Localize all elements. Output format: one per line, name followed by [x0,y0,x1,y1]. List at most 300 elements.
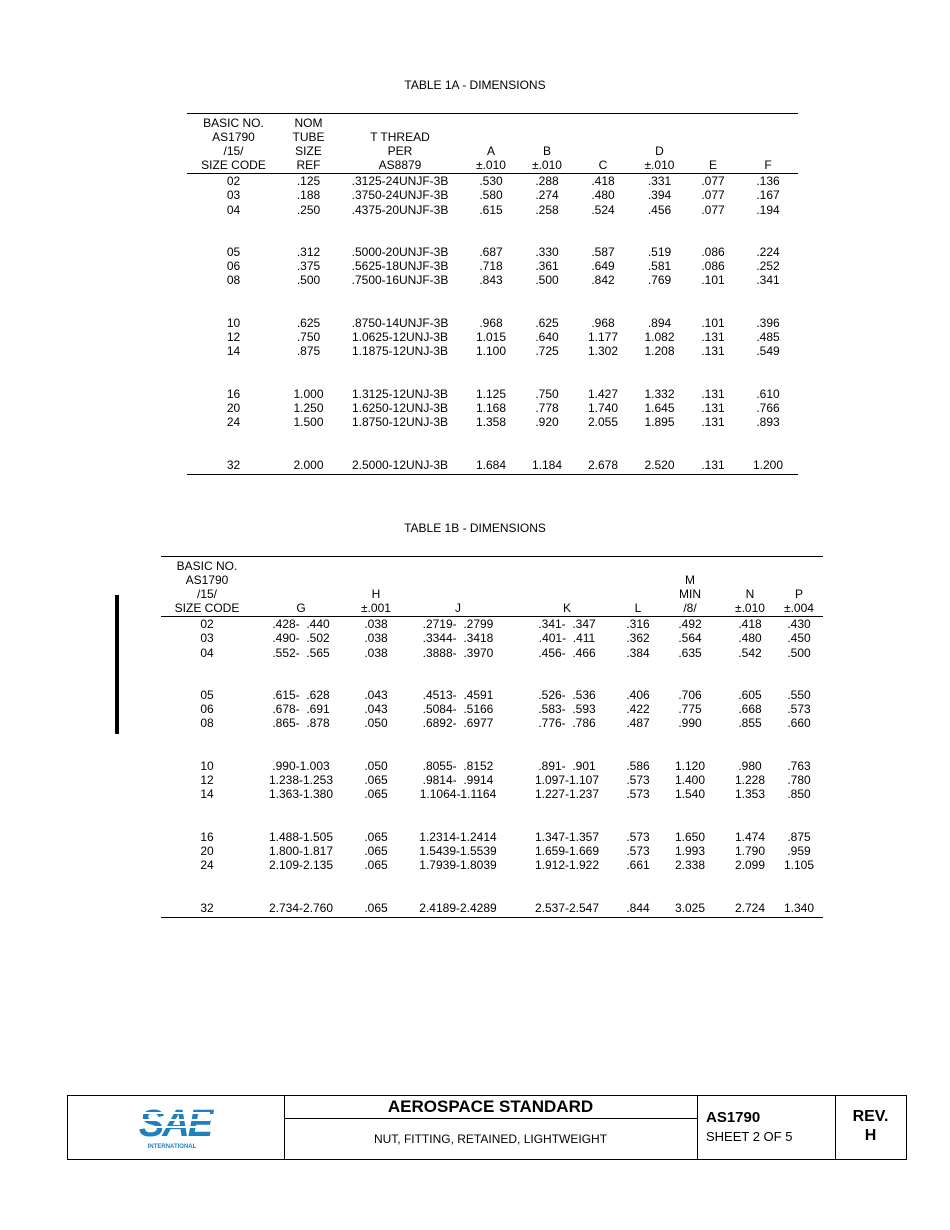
table-cell: .194 [756,202,780,217]
svg-text:INTERNATIONAL: INTERNATIONAL [147,1144,197,1150]
table-cell: 2.099 [734,858,766,873]
table-cell: 1.000 [293,386,324,401]
table-cell: .224 [756,244,780,259]
header-a: A ±.010 [463,114,519,174]
table-cell: .687 [479,244,503,259]
table-cell: .4513- .4591 [422,687,494,702]
table-cell: .288 [535,174,559,188]
table-cell: 1.895 [644,415,675,430]
table-cell: 1.177 [587,330,619,345]
header-k: K [513,557,621,617]
table-cell: .519 [647,244,672,259]
table-cell: .980 [738,758,762,773]
table-cell: 14 [226,344,241,359]
table-cell: .341- .347 [538,617,596,631]
table-cell: .086 [701,244,725,259]
table-cell: .776- .786 [538,716,596,731]
table-cell: .9814- .9914 [422,773,494,788]
table-cell: .065 [364,843,388,858]
table-cell: .875 [787,829,811,844]
revision-value: H [864,1127,877,1144]
table-cell: 1.488-1.505 [268,829,334,844]
table-cell: 2.5000-12UNJ-3B [337,458,463,475]
table-cell: 08 [226,273,241,288]
table-cell: 2.678 [575,458,631,475]
table-cell: .586 [626,758,650,773]
table-cell: .750 [296,330,321,345]
table-cell: .524 [591,202,615,217]
table-cell: .615 [479,202,503,217]
header-g: G [253,557,349,617]
table-cell: .769 [647,273,672,288]
table-cell: .564 [678,631,702,646]
table-cell: 24 [226,415,241,430]
table-cell: 1.2314-1.2414 [419,829,497,844]
table-cell: .396 [756,315,780,330]
table-cell: .065 [364,858,388,873]
table-cell: .250 [296,202,321,217]
table-cell: 02 [226,174,241,188]
table-cell: 2.734-2.760 [253,901,349,918]
table-cell: 2.4189-2.4289 [403,901,513,918]
table-cell: .406 [626,687,650,702]
table-1a [187,113,798,475]
table-cell: 16 [200,829,214,844]
table-cell: .131 [701,400,725,415]
table-cell: .775 [678,702,702,717]
title-block [67,1095,907,1160]
table-cell: .766 [756,400,780,415]
table-cell: 1.650 [674,829,706,844]
table-row [187,259,798,273]
table-cell: .065 [364,829,388,844]
table-cell: .125 [296,174,321,188]
table-cell: 1.015 [475,330,507,345]
table-cell: 1.340 [775,901,823,918]
table-cell: 1.684 [463,458,519,475]
table-cell: .706 [678,687,702,702]
table-cell: .043 [364,702,388,717]
table-cell: 03 [200,631,214,646]
table-cell: .894 [647,315,672,330]
table-cell: 1.659-1.669 [534,843,600,858]
table-cell: .990 [678,716,702,731]
table-cell: .131 [701,344,725,359]
table-cell: 05 [226,244,241,259]
table-cell: 1.332 [644,386,675,401]
table-cell: .050 [364,758,388,773]
table-cell: 1.400 [674,773,706,788]
table-row [161,702,823,716]
table-cell: 2.724 [725,901,775,918]
document-cell [697,1096,836,1159]
table-row [187,245,798,259]
header-e: E [688,114,738,174]
group-spacer [161,731,823,759]
table-cell: .725 [535,344,559,359]
table-cell: .875 [296,344,321,359]
table-cell: 1.227-1.237 [534,787,600,802]
table-cell: .780 [787,773,811,788]
table-row [161,617,823,632]
table-cell: 1.302 [587,344,619,359]
table-cell: 24 [200,858,214,873]
header-c: C [575,114,631,174]
table-cell: .450 [787,631,811,646]
group-spacer [161,802,823,830]
table-cell: 1.0625-12UNJ-3B [351,330,449,345]
table-cell: .480 [591,188,615,203]
table-cell: .418 [738,617,762,631]
table-cell: .844 [621,901,655,918]
table-cell: .583- .593 [538,702,596,717]
table-cell: .625 [296,315,321,330]
table-row [187,316,798,330]
table-cell: .610 [756,386,780,401]
table-cell: 1.363-1.380 [268,787,334,802]
table-cell: .573 [626,787,650,802]
table-row [187,401,798,415]
header-t-thread: T THREAD PER AS8879 [337,114,463,174]
table-cell: 32 [161,901,253,918]
table-cell: .252 [756,259,780,274]
group-spacer [187,430,798,458]
table-cell: .456- .466 [538,645,596,660]
table-cell: 1.8750-12UNJ-3B [351,415,449,430]
sheet-number: SHEET 2 OF 5 [706,1129,793,1144]
table-cell: .188 [296,188,321,203]
table-cell: 2.055 [587,415,619,430]
table-cell: 1.100 [475,344,507,359]
table-row [161,688,823,702]
table-cell: .4375-20UNJF-3B [351,202,449,217]
table-cell: .167 [756,188,780,203]
table-cell: .131 [701,330,725,345]
table-cell: .330 [535,244,559,259]
svg-text:SAE: SAE [138,1103,212,1145]
table-cell: .131 [688,458,738,475]
table-row [187,273,798,287]
table-cell: .3888- .3970 [422,645,494,660]
table-cell: .492 [678,617,702,631]
table-cell: 1.353 [734,787,766,802]
revision-cell [835,1096,906,1159]
sae-logo-cell [68,1096,285,1159]
table-cell: 3.025 [655,901,725,918]
header-n: N ±.010 [725,557,775,617]
table-cell: .920 [535,415,559,430]
table-cell: .8750-14UNJF-3B [351,315,449,330]
table-cell: 12 [226,330,241,345]
table-cell: .101 [701,315,725,330]
table-cell: 1.1064-1.1164 [419,787,497,802]
table-cell: .865- .878 [272,716,330,731]
header-p: P ±.004 [775,557,823,617]
table-cell: 1.082 [644,330,675,345]
table-cell: .065 [364,773,388,788]
table-cell: 1.3125-12UNJ-3B [351,386,449,401]
table-cell: .131 [701,386,725,401]
table-cell: 1.740 [587,400,619,415]
table-cell: 1.500 [293,415,324,430]
document-number: AS1790 [706,1109,761,1126]
table-cell: .750 [535,386,559,401]
table-cell: 1.800-1.817 [268,843,334,858]
table-cell: .131 [701,415,725,430]
table-row [161,773,823,787]
table-cell: .050 [364,716,388,731]
table-1a-title: TABLE 1A - DIMENSIONS [404,78,546,92]
table-cell: .258 [535,202,559,217]
header-basic-no: BASIC NO. AS1790 /15/ SIZE CODE [161,557,253,617]
table-cell: 1.200 [738,458,798,475]
table-cell: .573 [787,702,811,717]
table-cell: .375 [296,259,321,274]
table-cell: .136 [756,174,780,188]
header-d: D ±.010 [631,114,688,174]
table-cell: 20 [200,843,214,858]
table-cell: 08 [200,716,214,731]
table-cell: .485 [756,330,780,345]
table-cell: .530 [479,174,503,188]
table-cell: 32 [187,458,280,475]
table-cell: 1.6250-12UNJ-3B [351,400,449,415]
table-row [187,330,798,344]
table-cell: 1.7939-1.8039 [419,858,497,873]
sae-logo-icon [68,1096,284,1159]
table-cell: .043 [364,687,388,702]
table-cell: .8055- .8152 [422,758,494,773]
table-cell: 03 [226,188,241,203]
table-cell: .573 [626,843,650,858]
title-cell [284,1096,698,1159]
table-cell: .990-1.003 [272,758,330,773]
table-cell: .3344- .3418 [422,631,494,646]
table-cell: .635 [678,645,702,660]
table-cell: 2.537-2.547 [513,901,621,918]
table-1b [161,556,823,918]
table-cell: 1.184 [519,458,575,475]
table-cell: .428- .440 [272,617,330,631]
table-cell: .500 [787,645,811,660]
table-cell: 1.790 [734,843,766,858]
table-cell: 1.427 [587,386,619,401]
table-cell: .077 [701,188,725,203]
table-row [161,830,823,844]
table-cell: 1.250 [293,400,324,415]
table-cell: .065 [364,787,388,802]
table-row [161,901,823,918]
table-cell: 1.474 [734,829,766,844]
table-cell: .968 [591,315,615,330]
table-row [161,759,823,773]
table-cell: .065 [349,901,403,918]
table-cell: .763 [787,758,811,773]
table-cell: 10 [200,758,214,773]
table-cell: .456 [647,202,672,217]
table-cell: .660 [787,716,811,731]
table-cell: .605 [738,687,762,702]
table-cell: .842 [591,273,615,288]
table-cell: 1.168 [475,400,507,415]
table-row [161,716,823,730]
table-cell: .422 [626,702,650,717]
table-cell: .668 [738,702,762,717]
table-row [187,458,798,475]
table-cell: .526- .536 [538,687,596,702]
table-cell: 1.912-1.922 [534,858,600,873]
table-cell: .361 [535,259,559,274]
table-cell: .855 [738,716,762,731]
table-cell: .487 [626,716,650,731]
table-cell: .341 [756,273,780,288]
table-cell: .661 [626,858,650,873]
table-cell: 1.540 [674,787,706,802]
table-row [187,203,798,217]
table-cell: .968 [479,315,503,330]
table-cell: 1.238-1.253 [268,773,334,788]
table-cell: .480 [738,631,762,646]
table-cell: .394 [647,188,672,203]
table-cell: 16 [226,386,241,401]
table-cell: 1.5439-1.5539 [419,843,497,858]
table-cell: 1.125 [475,386,507,401]
header-basic-no: BASIC NO. AS1790 /15/ SIZE CODE [187,114,280,174]
table-cell: .3750-24UNJF-3B [351,188,449,203]
table-cell: 04 [226,202,241,217]
table-cell: .6892- .6977 [422,716,494,731]
table-cell: 1.347-1.357 [534,829,600,844]
table-cell: 1.228 [734,773,766,788]
table-cell: .580 [479,188,503,203]
header-nom-tube-size: NOM TUBE SIZE REF [280,114,337,174]
table-cell: .418 [591,174,615,188]
standard-type: AEROSPACE STANDARD [284,1096,697,1119]
header-b: B ±.010 [519,114,575,174]
table-cell: .086 [701,259,725,274]
table-cell: 1.645 [644,400,675,415]
table-cell: 12 [200,773,214,788]
table-cell: .500 [296,273,321,288]
table-cell: 02 [200,617,214,631]
header-m: M MIN /8/ [655,557,725,617]
table-cell: .550 [787,687,811,702]
group-spacer [187,359,798,387]
table-cell: .549 [756,344,780,359]
table-cell: .077 [701,174,725,188]
table-cell: 1.105 [783,858,815,873]
group-spacer [161,873,823,901]
table-cell: .2719- .2799 [422,617,494,631]
table-cell: .038 [364,631,388,646]
table-row [161,787,823,801]
table-cell: 2.000 [280,458,337,475]
table-cell: .5625-18UNJF-3B [351,259,449,274]
table-cell: 2.109-2.135 [268,858,334,873]
table-cell: .649 [591,259,615,274]
table-cell: 1.208 [644,344,675,359]
table-cell: 05 [200,687,214,702]
table-cell: .552- .565 [272,645,330,660]
table-cell: .5000-20UNJF-3B [351,244,449,259]
table-cell: .274 [535,188,559,203]
table-row [187,344,798,358]
table-cell: .362 [626,631,650,646]
group-spacer [187,217,798,245]
table-cell: 20 [226,400,241,415]
table-cell: 06 [200,702,214,717]
table-cell: .640 [535,330,559,345]
header-f: F [738,114,798,174]
table-row [187,188,798,202]
table-cell: .038 [364,617,388,631]
table-cell: .384 [626,645,650,660]
table-cell: .331 [647,174,672,188]
group-spacer [161,660,823,688]
table-row [161,631,823,645]
table-cell: .843 [479,273,503,288]
table-cell: .430 [787,617,811,631]
table-cell: .573 [626,773,650,788]
table-cell: 1.097-1.107 [534,773,600,788]
table-cell: .893 [756,415,780,430]
table-cell: 14 [200,787,214,802]
table-cell: .5084- .5166 [422,702,494,717]
group-spacer [187,288,798,316]
header-h: H ±.001 [349,557,403,617]
table-cell: .581 [647,259,672,274]
table-cell: 10 [226,315,241,330]
table-cell: .7500-16UNJF-3B [351,273,449,288]
header-l: L [621,557,655,617]
table-cell: .615- .628 [272,687,330,702]
table-cell: 2.520 [631,458,688,475]
table-cell: 06 [226,259,241,274]
table-cell: 1.1875-12UNJ-3B [351,344,449,359]
table-cell: .678- .691 [272,702,330,717]
table-row [187,387,798,401]
table-cell: .718 [479,259,503,274]
table-cell: 1.358 [475,415,507,430]
table-cell: .401- .411 [538,631,596,646]
table-row [161,844,823,858]
table-row [161,646,823,660]
table-cell: .573 [626,829,650,844]
table-cell: .891- .901 [538,758,596,773]
table-cell: 1.120 [674,758,706,773]
table-cell: .316 [626,617,650,631]
part-description: NUT, FITTING, RETAINED, LIGHTWEIGHT [373,1132,608,1146]
table-cell: .778 [535,400,559,415]
table-cell: .587 [591,244,615,259]
table-cell: .542 [738,645,762,660]
header-j: J [403,557,513,617]
table-cell: .101 [701,273,725,288]
table-row [187,415,798,429]
table-cell: 1.993 [674,843,706,858]
table-cell: .959 [787,843,811,858]
table-cell: .077 [701,202,725,217]
table-cell: .3125-24UNJF-3B [351,174,449,188]
table-cell: 04 [200,645,214,660]
table-cell: 2.338 [674,858,706,873]
table-cell: .850 [787,787,811,802]
table-cell: .500 [535,273,559,288]
table-row [161,858,823,872]
table-cell: .625 [535,315,559,330]
table-cell: .038 [364,645,388,660]
table-row [187,174,798,189]
